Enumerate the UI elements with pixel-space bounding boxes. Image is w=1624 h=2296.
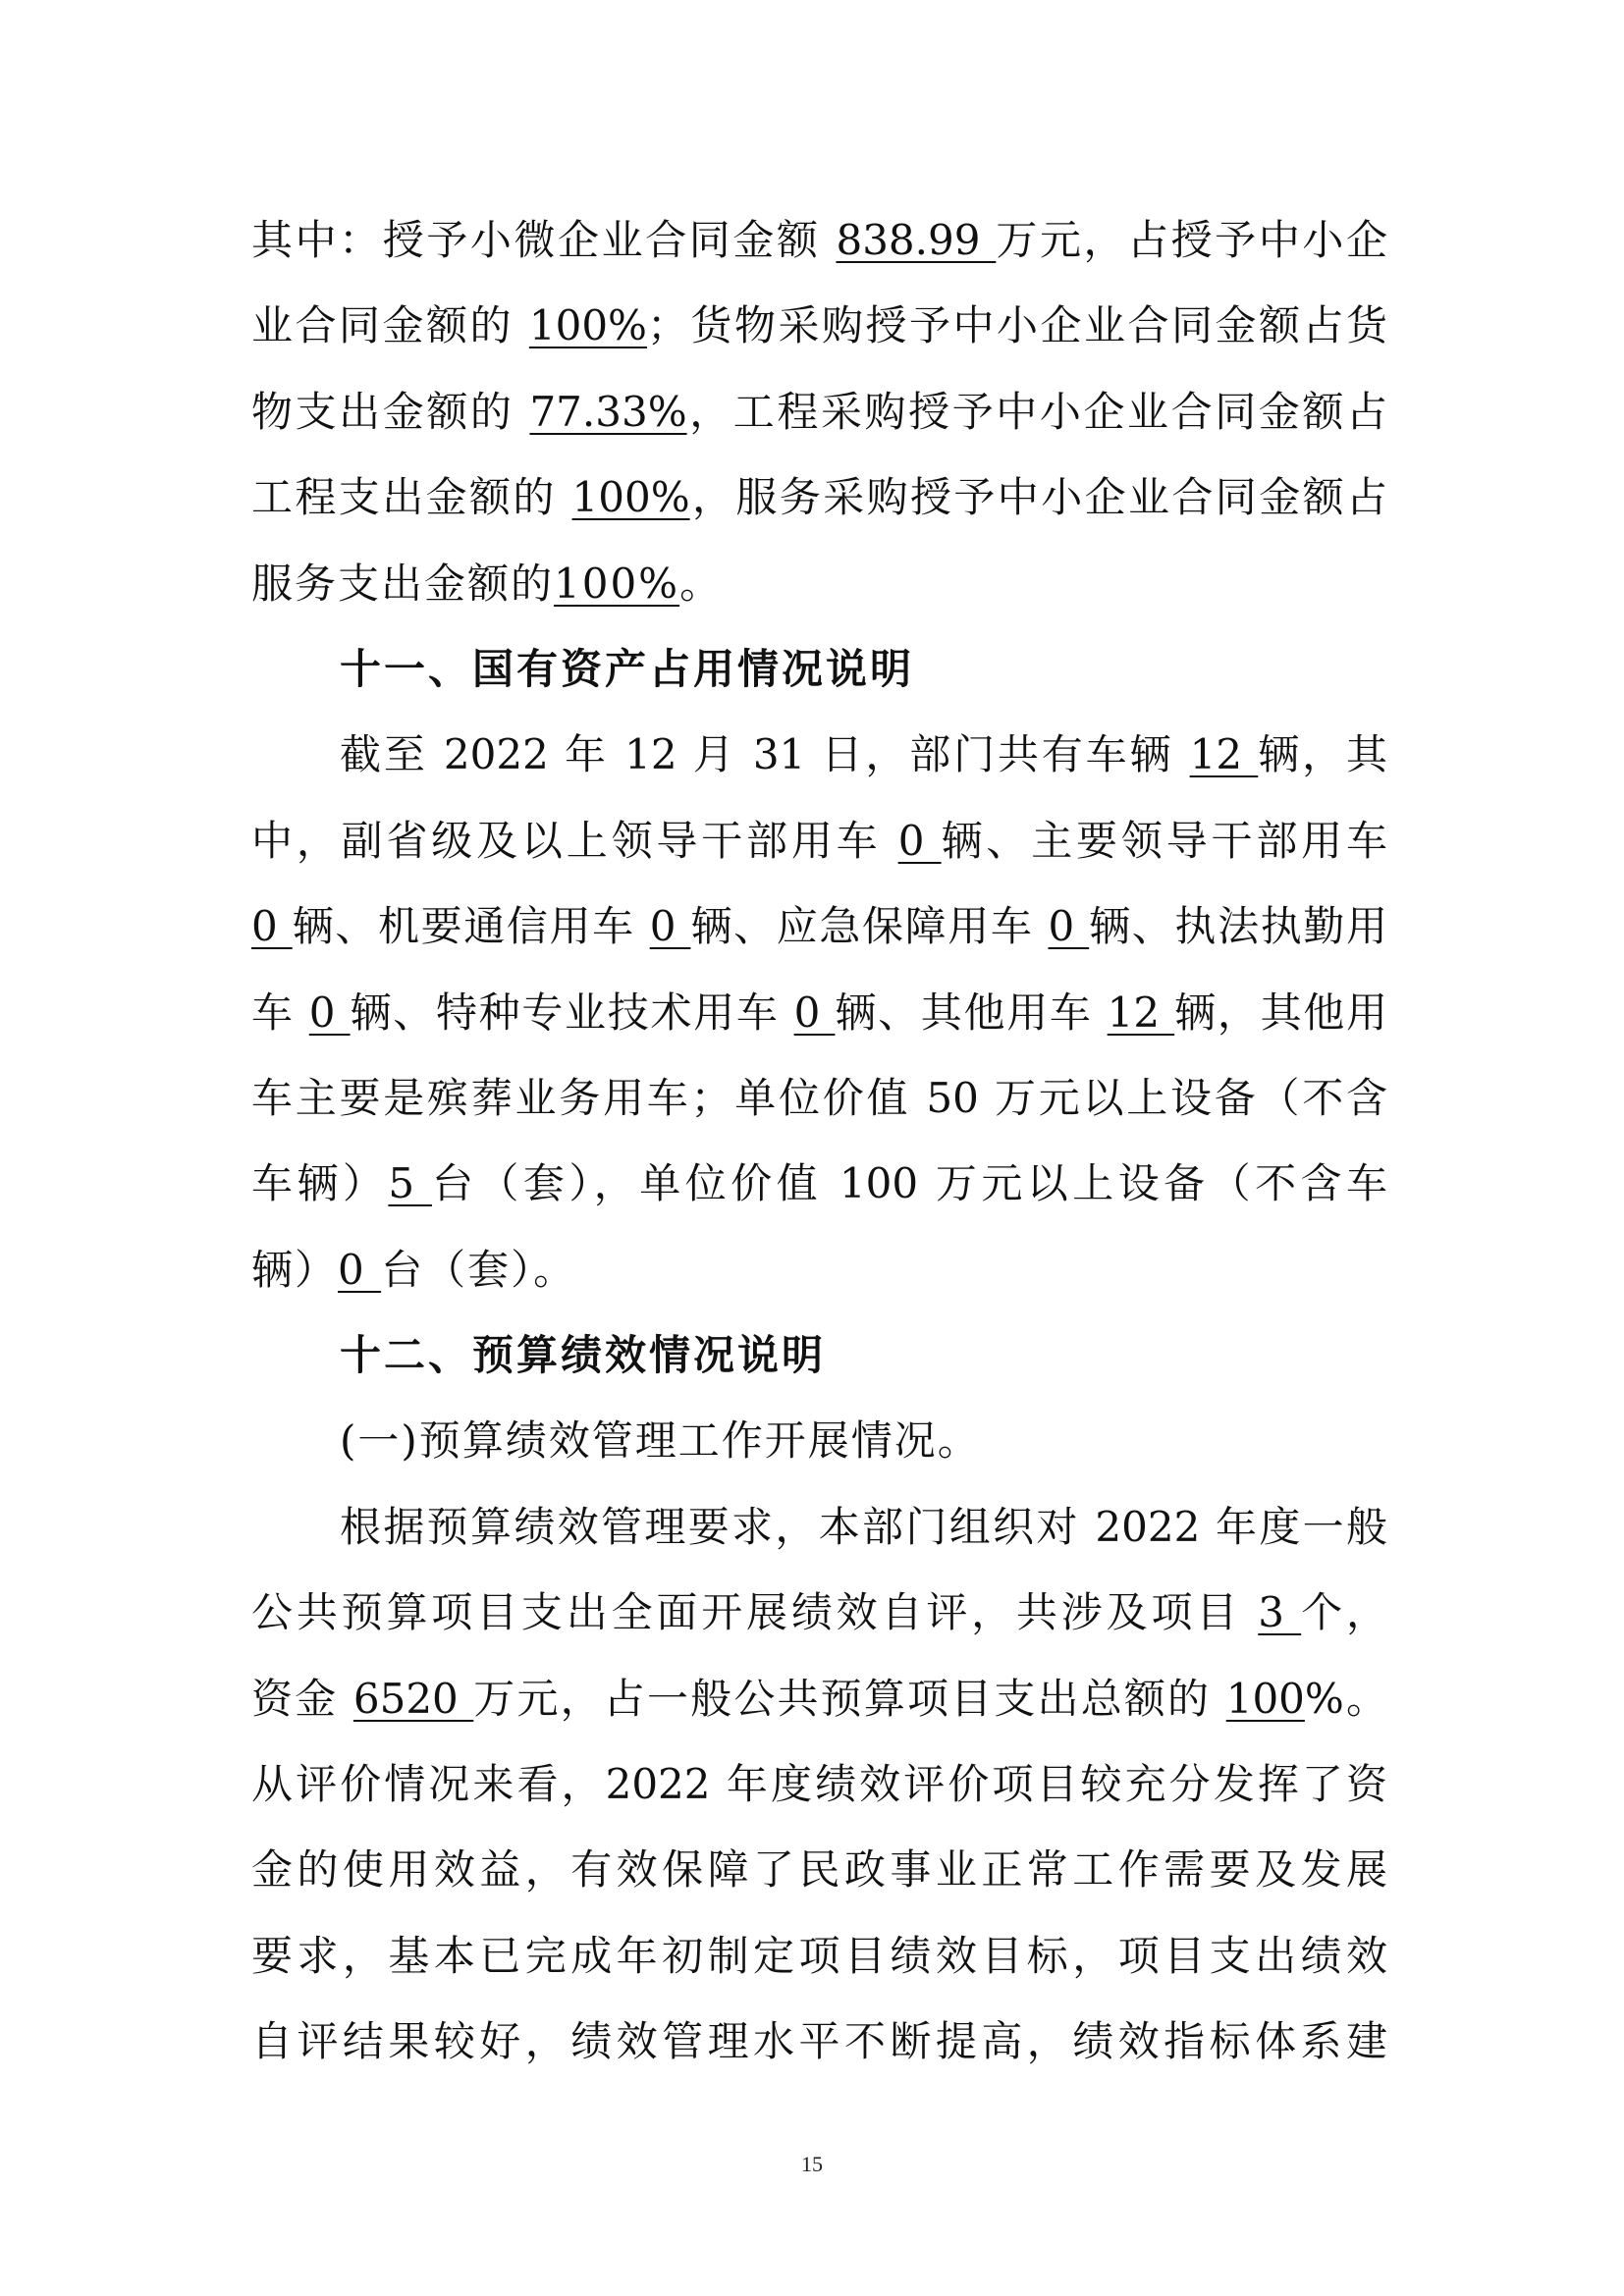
- text-segment: ，服务采购授予中小企业合同金额占: [689, 473, 1387, 522]
- text-segment: 根据预算绩效管理要求，本部门组织对 2022 年度一般: [340, 1502, 1387, 1551]
- text-line: [251, 1227, 1387, 1312]
- text-segment: 金的使用效益，有效保障了民政事业正常工作需要及发展: [251, 1845, 1387, 1895]
- text-segment: 辆、其他用车: [835, 988, 1108, 1037]
- text-segment: 辆）: [251, 1245, 339, 1294]
- text-line: [251, 1827, 1387, 1912]
- text-line: [251, 1141, 1387, 1226]
- underlined-value: 0: [897, 816, 942, 865]
- text-segment: 。: [679, 559, 724, 608]
- text-segment: 辆、主要领导干部用车: [941, 816, 1387, 865]
- text-segment: 要求，基本已完成年初制定项目绩效目标，项目支出绩效: [251, 1931, 1387, 1980]
- text-segment: 其中：授予小微企业合同金额: [251, 216, 837, 264]
- text-line: [251, 197, 1387, 283]
- text-segment: 辆、执法执勤用: [1089, 902, 1387, 951]
- underlined-value: 100%: [571, 473, 690, 522]
- text-line: [251, 883, 1387, 969]
- section-heading: 十二、预算绩效情况说明: [340, 1331, 827, 1380]
- underlined-value: 5: [388, 1159, 432, 1208]
- underlined-value: 77.33%: [529, 387, 687, 436]
- underlined-value: 0: [649, 902, 691, 951]
- text-line: [251, 1484, 1387, 1570]
- underlined-value: 100%: [528, 301, 647, 350]
- text-segment: 辆、应急保障用车: [690, 902, 1049, 951]
- subsection-heading: (一)预算绩效管理工作开展情况。: [340, 1416, 981, 1466]
- text-line: [251, 369, 1387, 454]
- text-line: [251, 798, 1387, 883]
- section-heading: 十一、国有资产占用情况说明: [340, 644, 915, 693]
- text-segment: 万元，占授予中小企: [996, 216, 1387, 264]
- text-line: [251, 283, 1387, 368]
- underlined-value: 0: [251, 902, 293, 951]
- text-segment: 万元，占一般公共预算项目支出总额的: [473, 1674, 1226, 1723]
- text-segment: 工程支出金额的: [251, 473, 572, 522]
- text-line: [251, 1656, 1387, 1741]
- underlined-value: 0: [1048, 902, 1090, 951]
- underlined-value: 838.99: [836, 216, 997, 264]
- underlined-value: 0: [793, 988, 836, 1037]
- text-segment: 截至 2022 年 12 月 31 日，部门共有车辆: [340, 730, 1190, 779]
- document-body: [251, 197, 1387, 2085]
- text-line: [251, 712, 1387, 797]
- text-line: [251, 1055, 1387, 1141]
- text-line: [251, 1741, 1387, 1827]
- underlined-value: 100%: [554, 559, 680, 608]
- text-segment: 车主要是殡葬业务用车；单位价值 50 万元以上设备（不含: [251, 1073, 1387, 1122]
- text-segment: 公共预算项目支出全面开展绩效自评，共涉及项目: [251, 1588, 1259, 1637]
- page-number: 15: [801, 2152, 823, 2176]
- text-segment: ；货物采购授予中小企业合同金额占货: [646, 301, 1387, 350]
- text-segment: 自评结果较好，绩效管理水平不断提高，绩效指标体系建: [251, 2017, 1387, 2066]
- text-segment: 从评价情况来看，2022 年度绩效评价项目较充分发挥了资: [251, 1760, 1387, 1809]
- text-line: [251, 1999, 1387, 2084]
- text-segment: 台（套）。: [381, 1245, 577, 1294]
- underlined-value: 12: [1107, 988, 1175, 1037]
- text-segment: 辆，其: [1258, 730, 1387, 779]
- text-segment: 车: [251, 988, 309, 1037]
- underlined-value: 12: [1189, 730, 1259, 779]
- text-segment: 个，: [1301, 1588, 1387, 1637]
- underlined-value: 0: [308, 988, 351, 1037]
- text-segment: 辆、机要通信用车: [292, 902, 650, 951]
- text-segment: ，工程采购授予中小企业合同金额占: [686, 387, 1387, 436]
- text-line: [251, 970, 1387, 1055]
- text-segment: 台（套），单位价值 100 万元以上设备（不含车: [431, 1159, 1387, 1208]
- text-segment: %。: [1304, 1674, 1387, 1723]
- text-segment: 物支出金额的: [251, 387, 530, 436]
- text-segment: 辆，其他用: [1174, 988, 1387, 1037]
- text-segment: 服务支出金额的: [251, 559, 555, 608]
- underlined-value: 100: [1225, 1674, 1305, 1723]
- underlined-value: 0: [338, 1245, 382, 1294]
- text-segment: 辆、特种专业技术用车: [350, 988, 794, 1037]
- text-segment: 中，副省级及以上领导干部用车: [251, 816, 898, 865]
- text-line: [251, 1570, 1387, 1655]
- text-segment: 车辆）: [251, 1159, 389, 1208]
- underlined-value: 3: [1258, 1588, 1302, 1637]
- underlined-value: 6520: [352, 1674, 474, 1723]
- text-line: [251, 541, 1387, 626]
- text-segment: 资金: [251, 1674, 353, 1723]
- text-segment: 业合同金额的: [251, 301, 529, 350]
- text-line: [251, 454, 1387, 540]
- text-line: [251, 1913, 1387, 1999]
